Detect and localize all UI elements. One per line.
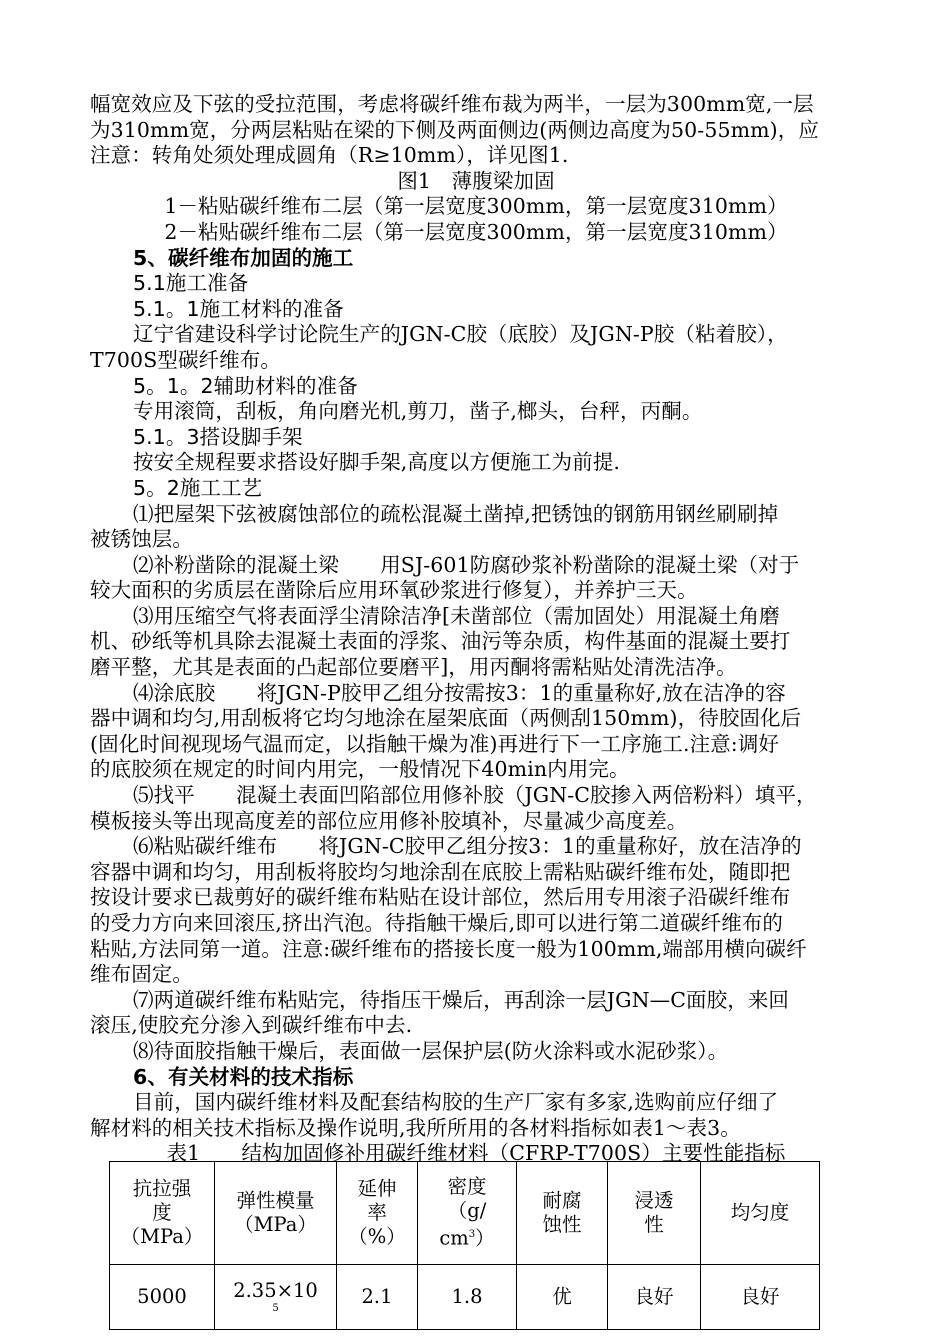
text-line: 专用滚筒，刮板，角向磨光机,剪刀，凿子,榔头，台秤，丙酮。 bbox=[133, 399, 703, 424]
text-line: 5.1。3搭设脚手架 bbox=[133, 424, 303, 449]
cfrp-properties-table bbox=[109, 1161, 820, 1330]
header-tensile-strength bbox=[110, 1162, 215, 1265]
header-text: 密度 bbox=[447, 1175, 487, 1199]
header-text: 抗拉强 bbox=[132, 1177, 192, 1200]
text-line: 5、碳纤维布加固的施工 bbox=[133, 245, 354, 270]
text-line: T700S型碳纤维布。 bbox=[90, 347, 281, 372]
modulus-mantissa: 2.35×10 bbox=[233, 1279, 318, 1302]
text-line: 5.1施工准备 bbox=[133, 271, 249, 296]
text-line: 5.1。1施工材料的准备 bbox=[133, 296, 344, 321]
text-line: 的受力方向来回滚压,挤出汽泡。待指触干燥后,即可以进行第二道碳纤维布的 bbox=[90, 911, 784, 935]
text-line: 5。2施工工艺 bbox=[133, 475, 263, 500]
text-line: 维布固定。 bbox=[90, 962, 193, 987]
header-text: 耐腐 bbox=[542, 1189, 582, 1212]
text-line: 为310mm宽，分两层粘贴在梁的下侧及两面侧边(两侧边高度为50-55mm)，应 bbox=[90, 117, 819, 142]
header-permeability bbox=[608, 1162, 701, 1265]
text-line: 2－粘贴碳纤维布二层（第一层宽度300mm，第一层宽度310mm） bbox=[164, 219, 788, 244]
text-line: ⑻待面胶指触干燥后，表面做一层保护层(防火涂料或水泥砂浆）。 bbox=[133, 1038, 729, 1063]
header-text: （%） bbox=[348, 1225, 406, 1248]
header-text: 蚀性 bbox=[542, 1213, 582, 1236]
text-line: 按安全规程要求搭设好脚手架,高度以方便施工为前提. bbox=[133, 450, 621, 475]
header-text: （MPa） bbox=[120, 1225, 204, 1248]
text-line: 按设计要求已裁剪好的碳纤维布粘贴在设计部位，然后用专用滚子沿碳纤维布 bbox=[90, 885, 791, 910]
header-text: 率 bbox=[367, 1201, 387, 1224]
text-line: ⑹粘贴碳纤维布 将JGN-C胶甲乙组分按3：1的重量称好，放在洁净的 bbox=[133, 834, 802, 859]
text-line: 的底胶须在规定的时间内用完，一般情况下40min内用完。 bbox=[90, 757, 630, 782]
cell-tensile-strength: 5000 bbox=[110, 1265, 215, 1330]
text-line: 磨平整，尤其是表面的凸起部位要磨平]，用丙酮将需粘贴处清洗洁净。 bbox=[90, 655, 737, 680]
header-text: 性 bbox=[644, 1213, 664, 1236]
modulus-exponent: 5 bbox=[272, 1303, 279, 1314]
header-uniformity bbox=[701, 1162, 820, 1265]
text-line: 辽宁省建设科学讨论院生产的JGN-C胶（底胶）及JGN-P胶（粘着胶）， bbox=[133, 322, 788, 347]
text-line: 滚压,使胶充分渗入到碳纤维布中去. bbox=[90, 1013, 413, 1038]
table-row bbox=[110, 1265, 820, 1330]
text-line: 幅宽效应及下弦的受拉范围，考虑将碳纤维布裁为两半，一层为300mm宽,一层 bbox=[90, 92, 814, 116]
header-text: （g/ bbox=[447, 1199, 487, 1223]
text-line: 机、砂纸等机具除去混凝土表面的浮浆、油污等杂质，构件基面的混凝土要打 bbox=[90, 629, 791, 654]
header-density bbox=[418, 1162, 517, 1265]
cell-elongation: 2.1 bbox=[337, 1265, 418, 1330]
text-line: ⑵补粉凿除的混凝土梁 用SJ-601防腐砂浆补粉凿除的混凝土梁（对于 bbox=[133, 552, 800, 577]
text-line: 目前，国内碳纤维材料及配套结构胶的生产厂家有多家,选购前应仔细了 bbox=[133, 1090, 779, 1115]
header-text: 弹性模量 bbox=[236, 1189, 315, 1212]
header-elongation bbox=[337, 1162, 418, 1265]
cell-permeability: 良好 bbox=[608, 1265, 701, 1330]
text-line: ⑺两道碳纤维布粘贴完，待指压干燥后，再刮涂一层JGN—C面胶，来回 bbox=[133, 987, 790, 1012]
text-line: ⑸找平 混凝土表面凹陷部位用修补胶（JGN-C胶掺入两倍粉料）填平， bbox=[133, 783, 817, 808]
text-line: 粘贴,方法同第一道。注意:碳纤维布的搭接长度一般为100mm,端部用横向碳纤 bbox=[90, 936, 807, 961]
text-line: ⑴把屋架下弦被腐蚀部位的疏松混凝土凿掉,把锈蚀的钢筋用钢丝刷刷掉 bbox=[133, 501, 779, 526]
cell-corrosion-resistance: 优 bbox=[517, 1265, 608, 1330]
text-line: 6、有关材料的技术指标 bbox=[133, 1064, 354, 1089]
text-line: 模板接头等出现高度差的部位应用修补胶填补，尽量减少高度差。 bbox=[90, 808, 688, 833]
cell-density: 1.8 bbox=[418, 1265, 517, 1330]
text-line: 容器中调和均匀，用刮板将胶均匀地涂刮在底胶上需粘贴碳纤维布处，随即把 bbox=[90, 859, 791, 884]
text-line: 注意：转角处须处理成圆角（R≥10mm），详见图1. bbox=[90, 143, 569, 168]
cell-uniformity: 良好 bbox=[701, 1265, 820, 1330]
header-text: 均匀度 bbox=[730, 1201, 790, 1224]
document-body bbox=[90, 92, 862, 1167]
text-line: 较大面积的劣质层在凿除后应用环氧砂浆进行修复），并养护三天。 bbox=[90, 578, 698, 603]
text-line: 5。1。2辅助材料的准备 bbox=[133, 373, 358, 398]
header-text: （MPa） bbox=[234, 1213, 317, 1236]
text-line: 被锈蚀层。 bbox=[90, 527, 193, 552]
header-text: $cm^3$） bbox=[439, 1226, 495, 1250]
text-line: 图1 薄腹梁加固 bbox=[397, 168, 555, 193]
header-text: 度 bbox=[152, 1201, 172, 1224]
header-corrosion-resistance bbox=[517, 1162, 608, 1265]
text-line: 表1 结构加固修补用碳纤维材料（CFRP-T700S）主要性能指标 bbox=[166, 1141, 786, 1166]
text-line: 器中调和均匀,用刮板将它均匀地涂在屋架底面（两侧刮150mm)，待胶固化后 bbox=[90, 706, 802, 731]
header-text: 延伸 bbox=[357, 1177, 397, 1200]
text-line: 解材料的相关技术指标及操作说明,我所所用的各材料指标如表1～表3。 bbox=[90, 1115, 741, 1140]
text-line: ⑷涂底胶 将JGN-P胶甲乙组分按需按3：1的重量称好,放在洁净的容 bbox=[133, 680, 786, 705]
table-header-row bbox=[110, 1162, 820, 1265]
header-elastic-modulus bbox=[215, 1162, 337, 1265]
header-text: 浸透 bbox=[634, 1189, 674, 1212]
text-line: (固化时间视现场气温而定，以指触干燥为准)再进行下一工序施工.注意:调好 bbox=[90, 731, 780, 756]
text-line: ⑶用压缩空气将表面浮尘清除洁净[未凿部位（需加固处）用混凝土角磨 bbox=[133, 603, 780, 628]
cell-elastic-modulus bbox=[215, 1265, 337, 1330]
text-line: 1－粘贴碳纤维布二层（第一层宽度300mm，第一层宽度310mm） bbox=[164, 194, 788, 219]
